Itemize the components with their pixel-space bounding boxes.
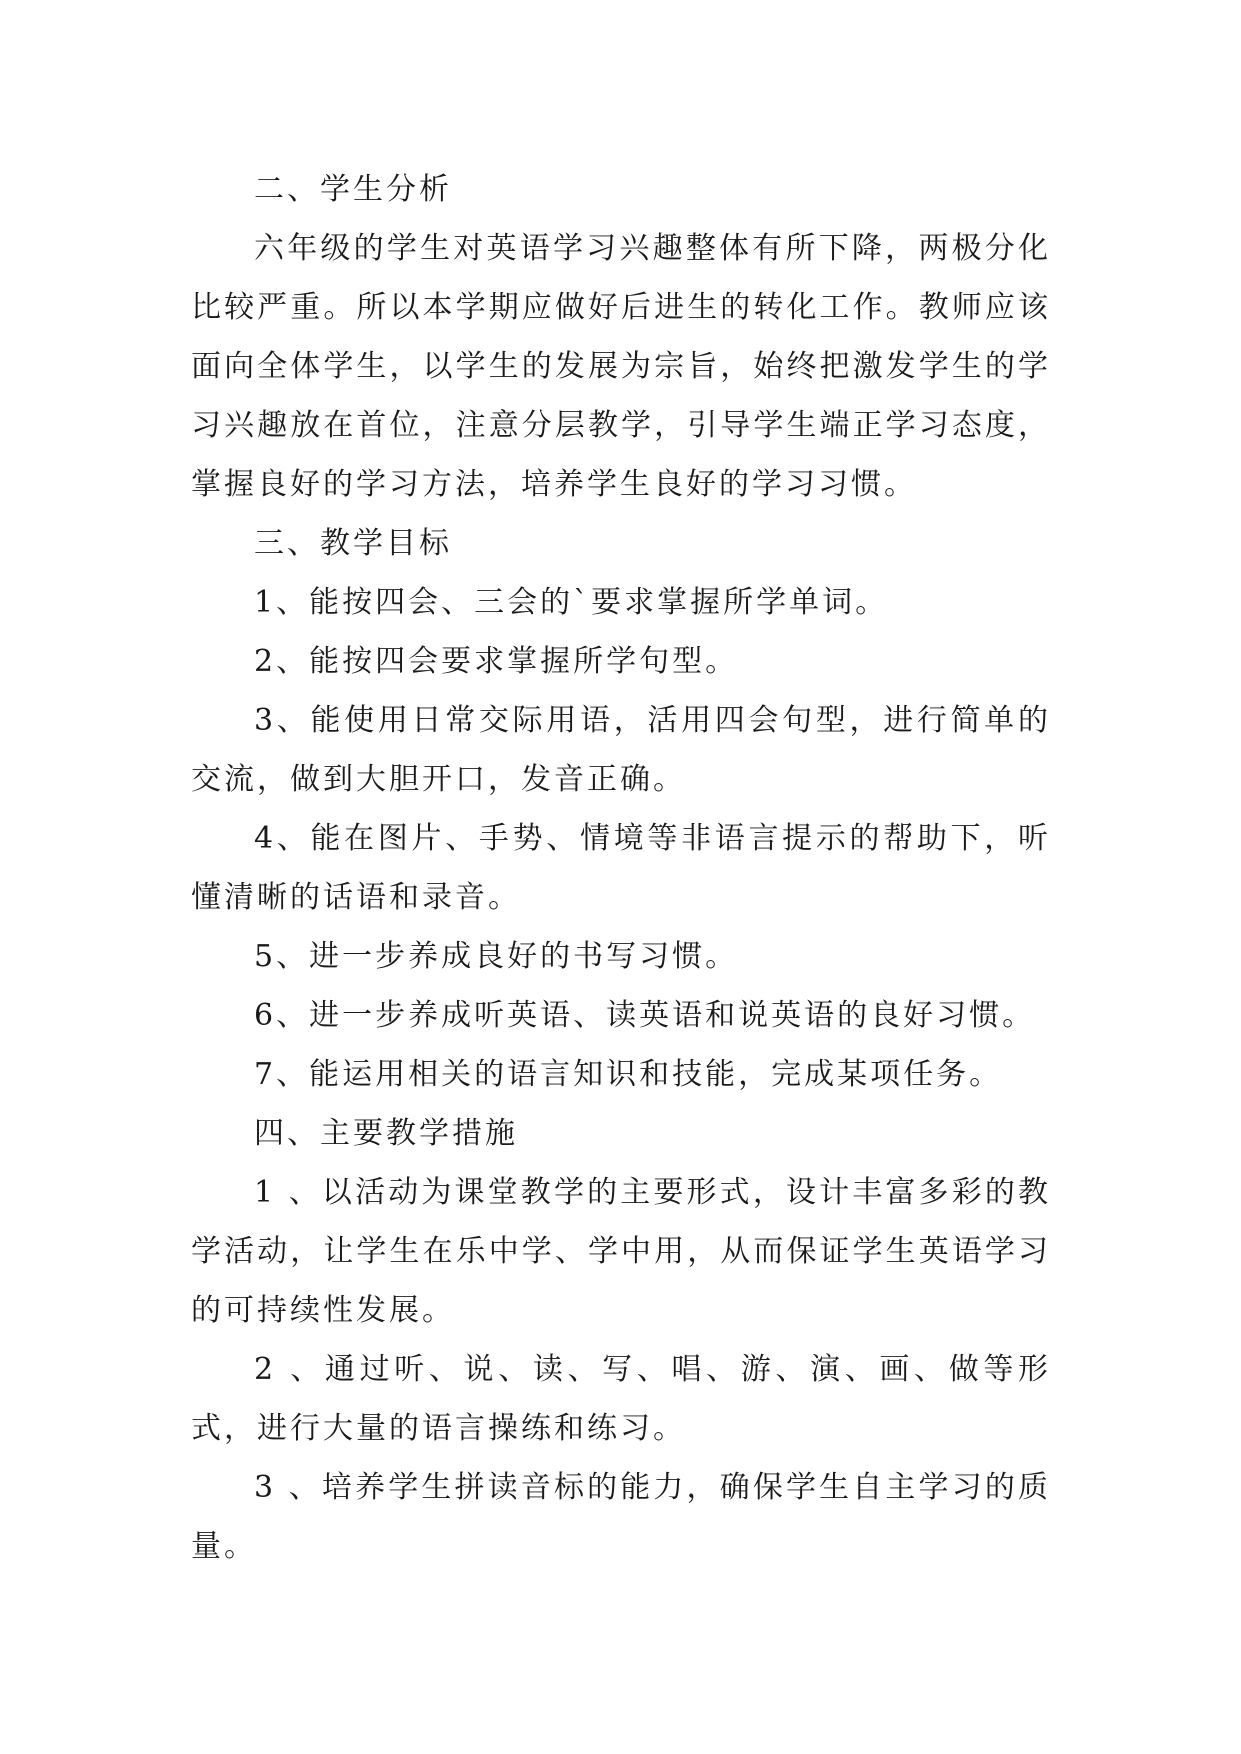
goal-item-1: 1、能按四会、三会的`要求掌握所学单词。 <box>254 585 889 620</box>
measure-item-2: 2 、通过听、说、读、写、唱、游、演、画、做等形式，进行大量的语言操练和练习。 <box>191 1352 1051 1446</box>
document-body <box>191 160 1051 1576</box>
goal-item-2: 2、能按四会要求掌握所学句型。 <box>254 644 739 679</box>
goal-item-4: 4、能在图片、手势、情境等非语言提示的帮助下，听懂清晰的话语和录音。 <box>191 821 1051 915</box>
section-heading-teaching-measures: 四、主要教学措施 <box>254 1116 518 1151</box>
goal-item-7: 7、能运用相关的语言知识和技能，完成某项任务。 <box>254 1057 1003 1092</box>
paragraph-student-analysis: 六年级的学生对英语学习兴趣整体有所下降，两极分化比较严重。所以本学期应做好后进生的转化工作。教师应该面向全体学生，以学生的发展为宗旨，始终把激发学生的学习兴趣放在首位，注意分层教学，引导学生端正学习态度，掌握良好的学习方法，培养学生良好的学习习惯。 <box>191 231 1051 502</box>
goal-item-3: 3、能使用日常交际用语，活用四会句型，进行简单的交流，做到大胆开口，发音正确。 <box>191 703 1051 797</box>
measure-item-3: 3 、培养学生拼读音标的能力，确保学生自主学习的质量。 <box>191 1470 1051 1564</box>
section-heading-student-analysis: 二、学生分析 <box>254 172 452 207</box>
goal-item-5: 5、进一步养成良好的书写习惯。 <box>254 939 739 974</box>
section-heading-teaching-goals: 三、教学目标 <box>254 526 452 561</box>
measure-item-1: 1 、以活动为课堂教学的主要形式，设计丰富多彩的教学活动，让学生在乐中学、学中用，从而保证学生英语学习的可持续性发展。 <box>191 1175 1051 1328</box>
goal-item-6: 6、进一步养成听英语、读英语和说英语的良好习惯。 <box>254 998 1036 1033</box>
